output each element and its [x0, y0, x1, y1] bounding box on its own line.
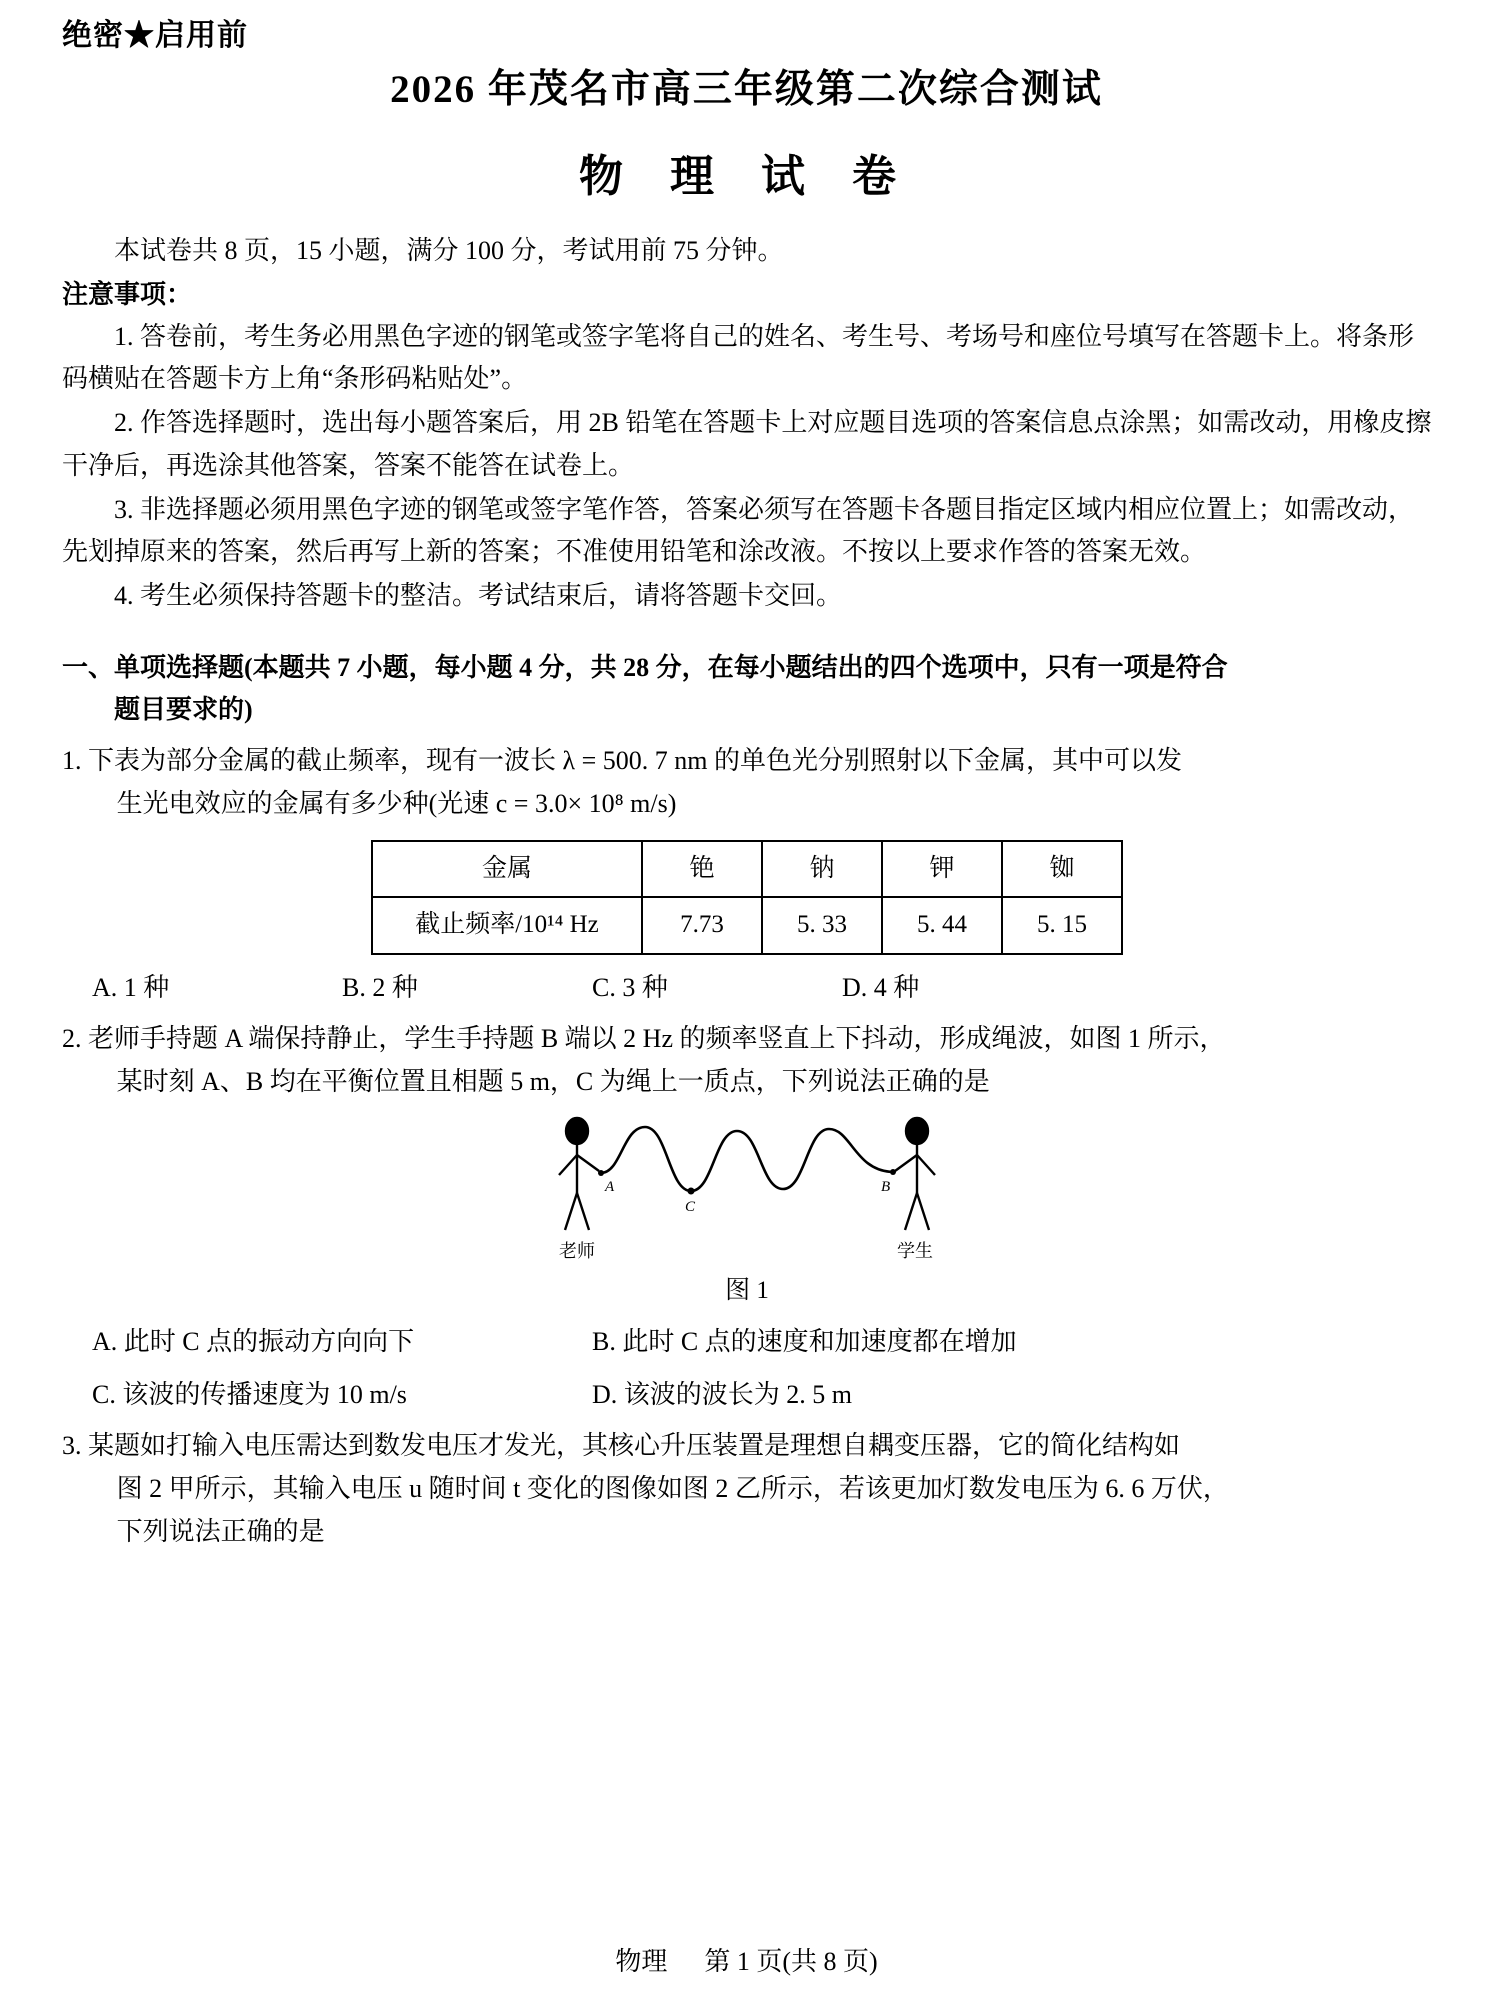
footer-subject: 物理	[615, 1947, 668, 1976]
page-footer	[0, 1941, 1493, 1978]
table-cell-metal-0: 铯	[642, 841, 762, 898]
question-1-line1: 下表为部分金属的截止频率，现有一波长 λ = 500. 7 nm 的单色光分别照射以下金属，其中可以发	[88, 746, 1182, 776]
question-2-option-b[interactable]: B. 此时 C 点的速度和加速度都在增加	[592, 1327, 1017, 1357]
notice-label: 注意事项：	[62, 280, 193, 310]
table-cell-metal-3: 铷	[1002, 841, 1122, 898]
table-row	[372, 897, 1122, 954]
question-3-line3: 下列说法正确的是	[116, 1516, 325, 1546]
section-heading-line1: 一、单项选择题(本题共 7 小题，每小题 4 分，共 28 分，在每小题结出的四个选项中，只有一项是符合	[62, 652, 1228, 682]
document-body	[62, 230, 1432, 1553]
question-3-line2: 图 2 甲所示，其输入电压 u 随时间 t 变化的图像如图 2 乙所示，若该更加灯数发电压为 6. 6 万伏，	[116, 1473, 1229, 1503]
figure-1-caption: 图 1	[725, 1276, 769, 1304]
section-heading-line2: 题目要求的)	[114, 695, 253, 725]
footer-page-number: 第 1 页(共 8 页)	[704, 1947, 878, 1976]
question-3-line1: 某题如打输入电压需达到数发电压才发光，其核心升压装置是理想自耦变压器，它的简化结构如	[88, 1430, 1181, 1460]
notice-item-2: 2. 作答选择题时，选出每小题答案后，用 2B 铅笔在答题卡上对应题目选项的答案信息点涂黑；如需改动，用橡皮擦干净后，再选涂其他答案，答案不能答在试卷上。	[62, 408, 1432, 480]
student-figure	[895, 1118, 935, 1230]
section-heading	[62, 647, 1432, 731]
subject-title: 物 理 试 卷	[579, 152, 914, 201]
question-2-line1: 老师手持题 A 端保持静止，学生手持题 B 端以 2 Hz 的频率竖直上下抖动，形成绳波，如图 1 所示，	[88, 1023, 1226, 1053]
question-1-option-a[interactable]: A. 1 种	[92, 972, 170, 1002]
point-a-label: A	[605, 1178, 615, 1195]
question-3	[62, 1424, 1432, 1553]
notice-item-3: 3. 非选择题必须用黑色字迹的钢笔或签字笔作答，答案必须写在答题卡各题目指定区域内相应位置上；如需改动，先划掉原来的答案，然后再写上新的答案；不准使用铅笔和涂改液。不按以上要求作答的答案无效。	[62, 494, 1415, 566]
notice-item-1: 1. 答卷前，考生务必用黑色字迹的钢笔或签字笔将自己的姓名、考生号、考场号和座位号填写在答题卡上。将条形码横贴在答题卡方上角“条形码粘贴处”。	[62, 322, 1415, 394]
point-c-label: C	[685, 1198, 696, 1215]
question-1-option-c[interactable]: C. 3 种	[592, 972, 668, 1002]
question-2-line2: 某时刻 A、B 均在平衡位置且相题 5 m，C 为绳上一质点，下列说法正确的是	[116, 1066, 990, 1096]
table-cell-freq-2: 5. 44	[882, 897, 1002, 954]
table-cell-freq-3: 5. 15	[1002, 897, 1122, 954]
metal-table-wrapper	[62, 840, 1432, 955]
question-2-option-c[interactable]: C. 该波的传播速度为 10 m/s	[92, 1379, 407, 1409]
table-cell-freq-1: 5. 33	[762, 897, 882, 954]
point-b-label: B	[881, 1178, 891, 1195]
point-c-marker	[688, 1187, 695, 1194]
point-b-marker	[890, 1169, 896, 1175]
teacher-figure	[559, 1118, 599, 1230]
question-2-number: 2.	[62, 1023, 82, 1053]
table-header-frequency: 截止频率/10¹⁴ Hz	[372, 897, 642, 954]
exam-info: 本试卷共 8 页，15 小题，满分 100 分，考试用前 75 分钟。	[114, 236, 784, 265]
question-2-options-row1	[62, 1321, 1432, 1363]
question-1	[62, 739, 1432, 825]
page-title: 2026 年茂名市高三年级第二次综合测试	[390, 68, 1103, 111]
secret-mark: 绝密★启用前	[62, 19, 248, 52]
table-cell-metal-2: 钾	[882, 841, 1002, 898]
question-1-option-d[interactable]: D. 4 种	[842, 972, 920, 1002]
table-header-metal: 金属	[372, 841, 642, 898]
student-label: 学生	[897, 1240, 933, 1261]
table-cell-metal-1: 钠	[762, 841, 882, 898]
table-row	[372, 841, 1122, 898]
question-1-options	[62, 967, 1432, 1009]
question-2-option-a[interactable]: A. 此时 C 点的振动方向向下	[92, 1327, 415, 1357]
question-2-option-d[interactable]: D. 该波的波长为 2. 5 m	[592, 1379, 853, 1409]
question-3-number: 3.	[62, 1430, 82, 1460]
question-1-line2: 生光电效应的金属有多少种(光速 c = 3.0× 10⁸ m/s)	[116, 789, 677, 819]
point-a-marker	[598, 1170, 604, 1176]
question-2	[62, 1017, 1432, 1103]
teacher-label: 老师	[559, 1240, 595, 1261]
table-cell-freq-0: 7.73	[642, 897, 762, 954]
wave-curve	[601, 1127, 893, 1191]
rope-wave-illustration	[537, 1115, 957, 1265]
figure-1	[62, 1115, 1432, 1312]
question-2-options-row2	[62, 1374, 1432, 1416]
question-1-option-b[interactable]: B. 2 种	[342, 972, 418, 1002]
metal-frequency-table	[371, 840, 1123, 955]
notice-item-4: 4. 考生必须保持答题卡的整洁。考试结束后，请将答题卡交回。	[114, 580, 843, 610]
question-1-number: 1.	[62, 746, 82, 776]
